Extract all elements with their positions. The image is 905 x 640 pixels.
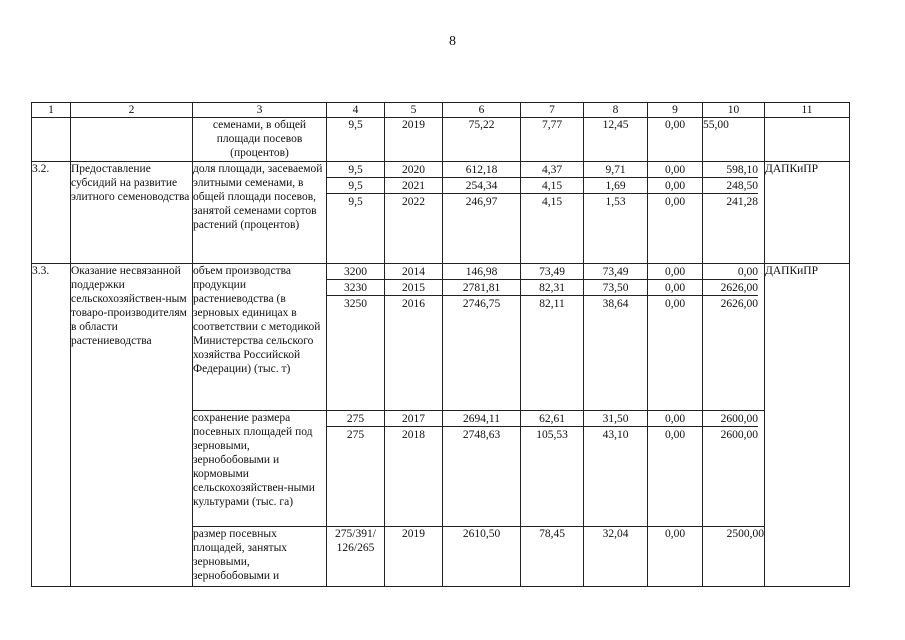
value-line: 9,5 [348, 196, 363, 208]
value-stack [521, 264, 584, 411]
value-line: 0,00 [648, 411, 702, 427]
value-line: 9,5 [327, 178, 384, 194]
table-row [32, 162, 850, 264]
measure-name-cell: Оказание несвязанной поддержки сельскохозяйствен-ным товаро-производителям в области растениеводства [71, 264, 193, 587]
value-line: 0,00 [664, 298, 686, 310]
item-number-cell: 3.2. [32, 162, 71, 264]
value-stack [584, 162, 648, 264]
year-stack [385, 264, 443, 411]
value-line: 0,00 [648, 178, 702, 194]
value-stack [327, 264, 385, 411]
header-col-1: 1 [32, 103, 71, 118]
value-line: 2600,00 [703, 411, 758, 427]
value-line: 0,00 [648, 280, 702, 296]
page-number: 8 [449, 34, 456, 49]
measure-name-cell: Предоставление субсидий на развитие элитного семеноводства [71, 162, 193, 264]
header-col-5: 5 [385, 103, 443, 118]
value-line: 0,00 [648, 264, 702, 280]
value-stack [703, 162, 765, 264]
value-line: 3250 [344, 298, 367, 310]
header-col-6: 6 [443, 103, 521, 118]
header-col-10: 10 [703, 103, 765, 118]
header-col-8: 8 [584, 103, 648, 118]
header-col-4: 4 [327, 103, 385, 118]
table-row [32, 264, 850, 411]
value-cell: 55,00 [703, 118, 765, 162]
year-cell: 2019 [385, 527, 443, 587]
value-line: 3230 [327, 280, 384, 296]
value-line: 73,50 [584, 280, 647, 296]
value-stack [703, 264, 765, 411]
value-stack [443, 264, 521, 411]
value-line: 598,10 [703, 162, 758, 178]
value-stack [443, 162, 521, 264]
value-line: 275 [327, 411, 384, 427]
value-line: 4,15 [541, 196, 563, 208]
year-line: 2017 [385, 411, 442, 427]
value-line: 275 [346, 429, 365, 441]
value-cell: 75,22 [443, 118, 521, 162]
value-line: 2626,00 [703, 280, 758, 296]
year-line: 2014 [385, 264, 442, 280]
value-line: 2781,81 [443, 280, 520, 296]
value-cell: 9,5 [327, 118, 385, 162]
value-line: 2746,75 [462, 298, 501, 310]
value-line: 82,31 [521, 280, 583, 296]
value-stack [327, 162, 385, 264]
year-line: 2018 [402, 429, 425, 441]
executor-cell: ДАПКиПР [765, 264, 850, 587]
year-stack [385, 411, 443, 527]
value-line: 2748,63 [462, 429, 501, 441]
value-line: 246,97 [465, 196, 498, 208]
value-line: 254,34 [443, 178, 520, 194]
value-line: 3200 [327, 264, 384, 280]
value-cell: 0,00 [648, 118, 703, 162]
value-line: 0,00 [664, 429, 686, 441]
item-number-cell [32, 118, 71, 162]
value-line: 38,64 [602, 298, 629, 310]
value-cell: 2500,00 [703, 527, 765, 587]
value-cell: 12,45 [584, 118, 648, 162]
table-row [32, 118, 850, 162]
value-line: 0,00 [664, 196, 686, 208]
year-line: 2021 [385, 178, 442, 194]
header-col-2: 2 [71, 103, 193, 118]
value-stack [584, 411, 648, 527]
value-line: 0,00 [703, 264, 758, 280]
value-cell: 7,77 [521, 118, 584, 162]
value-stack [521, 162, 584, 264]
indicator-cell: объем производства продукции растениеводства (в зерновых единицах в соответствии с методикой Министерства сельского хозяйства Российской Федерации) (тыс. т) [193, 264, 327, 411]
program-table [31, 102, 850, 587]
year-cell: 2019 [385, 118, 443, 162]
value-stack [327, 411, 385, 527]
value-stack [648, 411, 703, 527]
value-line: 248,50 [703, 178, 758, 194]
indicator-cell: сохранение размера посевных площадей под зерновыми, зернобобовыми и кормовыми сельскохозяйствен-ными культурами (тыс. га) [193, 411, 327, 527]
value-line: 2626,00 [720, 298, 758, 310]
value-cell: 0,00 [648, 527, 703, 587]
item-number-cell: 3.3. [32, 264, 71, 587]
value-stack [703, 411, 765, 527]
value-line: 2600,00 [720, 429, 758, 441]
value-line: 1,53 [605, 196, 626, 208]
value-line: 73,49 [584, 264, 647, 280]
value-line: 82,11 [539, 298, 565, 310]
value-line: 1,69 [584, 178, 647, 194]
value-cell: 78,45 [521, 527, 584, 587]
value-line: 9,5 [327, 162, 384, 178]
year-line: 2022 [402, 196, 425, 208]
value-line: 31,50 [584, 411, 647, 427]
value-line: 73,49 [521, 264, 583, 280]
value-line: 612,18 [443, 162, 520, 178]
header-col-11: 11 [765, 103, 850, 118]
value-line: 0,00 [648, 162, 702, 178]
executor-cell: ДАПКиПР [765, 162, 850, 264]
value-cell: 275/391/ 126/265 [327, 527, 385, 587]
value-line: 4,37 [521, 162, 583, 178]
value-line: 105,53 [536, 429, 568, 441]
year-line: 2015 [385, 280, 442, 296]
value-stack [648, 264, 703, 411]
value-line: 43,10 [602, 429, 629, 441]
header-col-9: 9 [648, 103, 703, 118]
header-col-7: 7 [521, 103, 584, 118]
value-line: 146,98 [443, 264, 520, 280]
header-row [32, 103, 850, 118]
measure-name-cell [71, 118, 193, 162]
year-line: 2020 [385, 162, 442, 178]
value-line: 241,28 [726, 196, 758, 208]
value-line: 4,15 [521, 178, 583, 194]
value-line: 2694,11 [443, 411, 520, 427]
value-line: 9,71 [584, 162, 647, 178]
value-cell: 2610,50 [443, 527, 521, 587]
year-stack [385, 162, 443, 264]
header-col-3: 3 [193, 103, 327, 118]
indicator-cell: доля площади, засеваемой элитными семенами, в общей площади посевов, занятой семенами сортов растений (процентов) [193, 162, 327, 264]
executor-cell [765, 118, 850, 162]
value-line: 62,61 [521, 411, 583, 427]
indicator-cell: семенами, в общей площади посевов (процентов) [193, 118, 327, 162]
value-stack [584, 264, 648, 411]
value-stack [648, 162, 703, 264]
value-stack [443, 411, 521, 527]
year-line: 2016 [402, 298, 425, 310]
indicator-cell: размер посевных площадей, занятых зерновыми, зернобобовыми и [193, 527, 327, 587]
value-stack [521, 411, 584, 527]
value-cell: 32,04 [584, 527, 648, 587]
